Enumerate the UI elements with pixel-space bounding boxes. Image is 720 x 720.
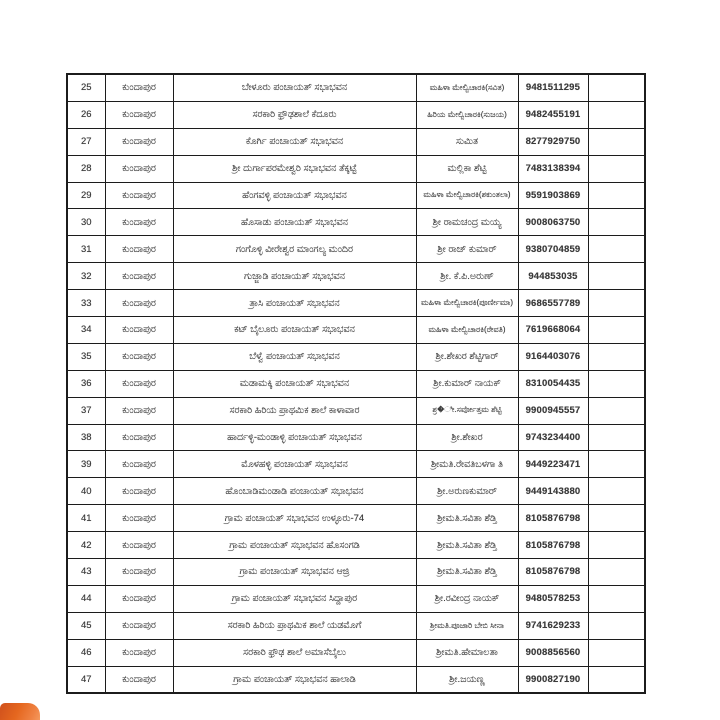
cell-contact: ಮಹಿಳಾ ಮೇಲ್ವಿಚಾರಕಿ(ರೇವತಿ) <box>416 317 518 344</box>
cell-venue: ಸರಕಾರಿ ಹಿರಿಯ ಪ್ರಾಥಮಿಕ ಶಾಲೆ ಕಾಳಾವಾರ <box>173 397 416 424</box>
cell-sl: 31 <box>67 236 105 263</box>
table-row <box>67 451 645 478</box>
table-row <box>67 209 645 236</box>
table-row <box>67 182 645 209</box>
cell-taluk: ಕುಂದಾಪುರ <box>105 532 173 559</box>
cell-phone: 9449143880 <box>518 478 588 505</box>
cell-sl: 39 <box>67 451 105 478</box>
cell-phone: 944853035 <box>518 263 588 290</box>
table-row <box>67 290 645 317</box>
cell-phone: 7619668064 <box>518 317 588 344</box>
cell-sl: 40 <box>67 478 105 505</box>
cell-contact: ಶ್ರೀ ರಾಮಚಂದ್ರ ಮಯ್ಯ <box>416 209 518 236</box>
cell-sl: 38 <box>67 424 105 451</box>
cell-venue: ಸರಕಾರಿ ಫ್ರೌಢಶಾಲೆ ಕೆದೂರು <box>173 101 416 128</box>
cell-phone: 7483138394 <box>518 155 588 182</box>
cell-taluk: ಕುಂದಾಪುರ <box>105 451 173 478</box>
cell-taluk: ಕುಂದಾಪುರ <box>105 559 173 586</box>
cell-blank <box>588 74 645 101</box>
cell-phone: 9900827190 <box>518 666 588 693</box>
cell-venue: ಹೊಂಬಾಡಿಮಂಡಾಡಿ ಪಂಚಾಯತ್ ಸಭಾಭವನ <box>173 478 416 505</box>
cell-venue: ಕಟ್ ಬೈಲೂರು ಪಂಚಾಯತ್ ಸಭಾಭವನ <box>173 317 416 344</box>
cell-contact: ಶ್ರೀಮತಿ.ಸವಿತಾ ಶೆಡ್ತಿ <box>416 532 518 559</box>
cell-phone: 9008063750 <box>518 209 588 236</box>
cell-phone: 8277929750 <box>518 128 588 155</box>
cell-taluk: ಕುಂದಾಪುರ <box>105 209 173 236</box>
cell-blank <box>588 101 645 128</box>
cell-contact: ಶ್ರೀಮತಿ.ಸವಿತಾ ಶೆಡ್ತಿ <box>416 559 518 586</box>
cell-taluk: ಕುಂದಾಪುರ <box>105 128 173 155</box>
cell-phone: 9743234400 <box>518 424 588 451</box>
cell-contact: ಶ್ರೀ.ಜಯಣ್ಣ <box>416 666 518 693</box>
cell-taluk: ಕುಂದಾಪುರ <box>105 505 173 532</box>
cell-contact: ಹಿರಿಯ ಮೇಲ್ವಿಚಾರಕಿ(ಸುಜಯ) <box>416 101 518 128</box>
cell-blank <box>588 343 645 370</box>
cell-blank <box>588 505 645 532</box>
cell-venue: ಸರಕಾರಿ ಹಿರಿಯ ಪ್ರಾಥಮಿಕ ಶಾಲೆ ಯಡಮೊಗೆ <box>173 612 416 639</box>
cell-taluk: ಕುಂದಾಪುರ <box>105 74 173 101</box>
cell-venue: ಗ್ರಾಮ ಪಂಚಾಯತ್ ಸಭಾಭವನ ಹೊಸಂಗಡಿ <box>173 532 416 559</box>
table-row <box>67 639 645 666</box>
cell-blank <box>588 182 645 209</box>
cell-phone: 9480578253 <box>518 585 588 612</box>
cell-taluk: ಕುಂದಾಪುರ <box>105 236 173 263</box>
cell-blank <box>588 424 645 451</box>
cell-sl: 43 <box>67 559 105 586</box>
table-row <box>67 317 645 344</box>
cell-venue: ಕೊರ್ಗಿ ಪಂಚಾಯತ್ ಸಭಾಭವನ <box>173 128 416 155</box>
cell-blank <box>588 532 645 559</box>
cell-sl: 47 <box>67 666 105 693</box>
table-row <box>67 263 645 290</box>
cell-sl: 29 <box>67 182 105 209</box>
table-row <box>67 343 645 370</box>
cell-taluk: ಕುಂದಾಪುರ <box>105 666 173 693</box>
cell-blank <box>588 155 645 182</box>
cell-blank <box>588 370 645 397</box>
cell-blank <box>588 559 645 586</box>
cell-contact: ಶ್ರೀ.ಶೇಖರ ಶೆಟ್ಟಿಗಾರ್ <box>416 343 518 370</box>
cell-contact: ಶ್ರೀಮತಿ.ಪೂಜಾರಿ ಬೇಬಿ ಸೀನಾ <box>416 612 518 639</box>
cell-blank <box>588 666 645 693</box>
table-row <box>67 74 645 101</box>
cell-blank <box>588 451 645 478</box>
cell-sl: 30 <box>67 209 105 236</box>
cell-sl: 26 <box>67 101 105 128</box>
cell-blank <box>588 478 645 505</box>
cell-venue: ಶ್ರೀ ದುರ್ಗಾಪರಮೇಶ್ವರಿ ಸಭಾಭವನ ತೆಕ್ಕಟ್ಟೆ <box>173 155 416 182</box>
cell-venue: ಗುಜ್ಜಾಡಿ ಪಂಚಾಯತ್ ಸಭಾಭವನ <box>173 263 416 290</box>
cell-taluk: ಕುಂದಾಪುರ <box>105 101 173 128</box>
cell-phone: 8105876798 <box>518 532 588 559</box>
table-row <box>67 505 645 532</box>
cell-contact: ಮಹಿಳಾ ಮೇಲ್ವಿಚಾರಕಿ(ಸವಿತ) <box>416 74 518 101</box>
cell-venue: ಗಂಗೊಳ್ಳಿ ವೀರೇಶ್ವರ ಮಾಂಗಲ್ಯ ಮಂದಿರ <box>173 236 416 263</box>
cell-taluk: ಕುಂದಾಪುರ <box>105 370 173 397</box>
table-row <box>67 612 645 639</box>
table-row <box>67 397 645 424</box>
cell-taluk: ಕುಂದಾಪುರ <box>105 612 173 639</box>
table-row <box>67 478 645 505</box>
cell-phone: 8105876798 <box>518 505 588 532</box>
table-row <box>67 666 645 693</box>
cell-taluk: ಕುಂದಾಪುರ <box>105 290 173 317</box>
cell-blank <box>588 397 645 424</box>
table-row <box>67 370 645 397</box>
cell-contact: ಶ್ರೀ.ಶೇಖರ <box>416 424 518 451</box>
cell-phone: 8105876798 <box>518 559 588 586</box>
cell-contact: ಶ್ರೀ.ಕುಮಾರ್ ನಾಯಕ್ <box>416 370 518 397</box>
cell-contact: ಮಹಿಳಾ ಮೇಲ್ವಿಚಾರಕಿ(ಪೂರ್ಣೀಮಾ) <box>416 290 518 317</box>
table-row <box>67 101 645 128</box>
cell-venue: ಗ್ರಾಮ ಪಂಚಾಯತ್ ಸಭಾಭವನ ಆಜ್ರಿ <box>173 559 416 586</box>
table-row <box>67 532 645 559</box>
cell-phone: 9741629233 <box>518 612 588 639</box>
cell-phone: 9900945557 <box>518 397 588 424</box>
cell-venue: ಹಾರ್ದಳ್ಳಿ-ಮಂಡಾಳ್ಳಿ ಪಂಚಾಯತ್ ಸಭಾಭವನ <box>173 424 416 451</box>
cell-sl: 33 <box>67 290 105 317</box>
cell-sl: 25 <box>67 74 105 101</box>
cell-phone: 9449223471 <box>518 451 588 478</box>
cell-taluk: ಕುಂದಾಪುರ <box>105 263 173 290</box>
table-row <box>67 585 645 612</box>
cell-contact: ಶ್ರೀಮತಿ.ರೇವತಿಬಳಗಾ ತಿ <box>416 451 518 478</box>
cell-phone: 9686557789 <box>518 290 588 317</box>
cell-contact: ಶ್ರೀ.ರವೀಂದ್ರ ನಾಯಕ್ <box>416 585 518 612</box>
cell-taluk: ಕುಂದಾಪುರ <box>105 317 173 344</box>
contact-directory-table <box>66 73 646 694</box>
cell-contact: ಶ್ರೀಮತಿ.ಹೇಮಾಲತಾ <box>416 639 518 666</box>
cell-blank <box>588 317 645 344</box>
table-row <box>67 128 645 155</box>
cell-contact: ಸುಮಿತ <box>416 128 518 155</box>
cell-sl: 28 <box>67 155 105 182</box>
cell-taluk: ಕುಂದಾಪುರ <box>105 478 173 505</box>
cell-venue: ತ್ರಾಸಿ ಪಂಚಾಯತ್ ಸಭಾಭವನ <box>173 290 416 317</box>
cell-taluk: ಕುಂದಾಪುರ <box>105 639 173 666</box>
cell-contact: ಶ್ರ�ೀ.ಸರ್ವೋತ್ತಮ ಶೆಟ್ಟಿ <box>416 397 518 424</box>
cell-blank <box>588 585 645 612</box>
cell-venue: ಮೊಳಹಳ್ಳಿ ಪಂಚಾಯತ್ ಸಭಾಭವನ <box>173 451 416 478</box>
cell-venue: ಹೊಸಾಡು ಪಂಚಾಯತ್ ಸಭಾಭವನ <box>173 209 416 236</box>
cell-venue: ಮಡಾಮಕ್ಕಿ ಪಂಚಾಯತ್ ಸಭಾಭವನ <box>173 370 416 397</box>
cell-sl: 34 <box>67 317 105 344</box>
cell-sl: 37 <box>67 397 105 424</box>
cell-contact: ಶ್ರೀ ರಾಜ್ ಕುಮಾರ್ <box>416 236 518 263</box>
contact-table-body <box>67 74 645 693</box>
page-corner-decoration <box>0 703 40 720</box>
cell-contact: ಶ್ರೀ.ಅರುಣಕುಮಾರ್ <box>416 478 518 505</box>
table-row <box>67 155 645 182</box>
cell-blank <box>588 209 645 236</box>
cell-blank <box>588 236 645 263</box>
cell-phone: 9008856560 <box>518 639 588 666</box>
cell-blank <box>588 263 645 290</box>
cell-taluk: ಕುಂದಾಪುರ <box>105 155 173 182</box>
table-row <box>67 424 645 451</box>
cell-sl: 32 <box>67 263 105 290</box>
cell-taluk: ಕುಂದಾಪುರ <box>105 397 173 424</box>
cell-blank <box>588 612 645 639</box>
cell-sl: 42 <box>67 532 105 559</box>
cell-sl: 44 <box>67 585 105 612</box>
table-row <box>67 559 645 586</box>
cell-blank <box>588 290 645 317</box>
cell-contact: ಶ್ರೀಮತಿ.ಸವಿತಾ ಶೆಡ್ತಿ <box>416 505 518 532</box>
cell-phone: 9380704859 <box>518 236 588 263</box>
cell-blank <box>588 639 645 666</box>
cell-venue: ಗ್ರಾಮ ಪಂಚಾಯತ್ ಸಭಾಭವನ ಹಾಲಾಡಿ <box>173 666 416 693</box>
cell-phone: 9481511295 <box>518 74 588 101</box>
cell-contact: ಮಹಿಳಾ ಮೇಲ್ವಿಚಾರಕಿ(ಶಕುಂತಲಾ) <box>416 182 518 209</box>
cell-taluk: ಕುಂದಾಪುರ <box>105 424 173 451</box>
cell-sl: 36 <box>67 370 105 397</box>
cell-contact: ಮಲ್ಲಿಕಾ ಶೆಟ್ಟಿ <box>416 155 518 182</box>
cell-venue: ಹೆಂಗವಳ್ಳಿ ಪಂಚಾಯತ್ ಸಭಾಭವನ <box>173 182 416 209</box>
cell-taluk: ಕುಂದಾಪುರ <box>105 182 173 209</box>
cell-taluk: ಕುಂದಾಪುರ <box>105 343 173 370</box>
cell-sl: 41 <box>67 505 105 532</box>
cell-phone: 9164403076 <box>518 343 588 370</box>
cell-contact: ಶ್ರೀ. ಕೆ.ಪಿ.ಅರುಣ್ <box>416 263 518 290</box>
cell-sl: 35 <box>67 343 105 370</box>
cell-blank <box>588 128 645 155</box>
cell-venue: ಗ್ರಾಮ ಪಂಚಾಯತ್ ಸಭಾಭವನ ಸಿದ್ದಾಪುರ <box>173 585 416 612</box>
table-row <box>67 236 645 263</box>
cell-sl: 27 <box>67 128 105 155</box>
cell-venue: ಸರಕಾರಿ ಫ್ರೌಢ ಶಾಲೆ ಅಮಾಸೆಬೈಲು <box>173 639 416 666</box>
cell-sl: 45 <box>67 612 105 639</box>
cell-venue: ಬೇಳೂರು ಪಂಚಾಯತ್ ಸಭಾಭವನ <box>173 74 416 101</box>
cell-sl: 46 <box>67 639 105 666</box>
cell-phone: 9591903869 <box>518 182 588 209</box>
cell-phone: 9482455191 <box>518 101 588 128</box>
cell-venue: ಬೆಳ್ವೆ ಪಂಚಾಯತ್ ಸಭಾಭವನ <box>173 343 416 370</box>
cell-phone: 8310054435 <box>518 370 588 397</box>
cell-taluk: ಕುಂದಾಪುರ <box>105 585 173 612</box>
cell-venue: ಗ್ರಾಮ ಪಂಚಾಯತ್ ಸಭಾಭವನ ಉಳ್ಳೂರು-74 <box>173 505 416 532</box>
